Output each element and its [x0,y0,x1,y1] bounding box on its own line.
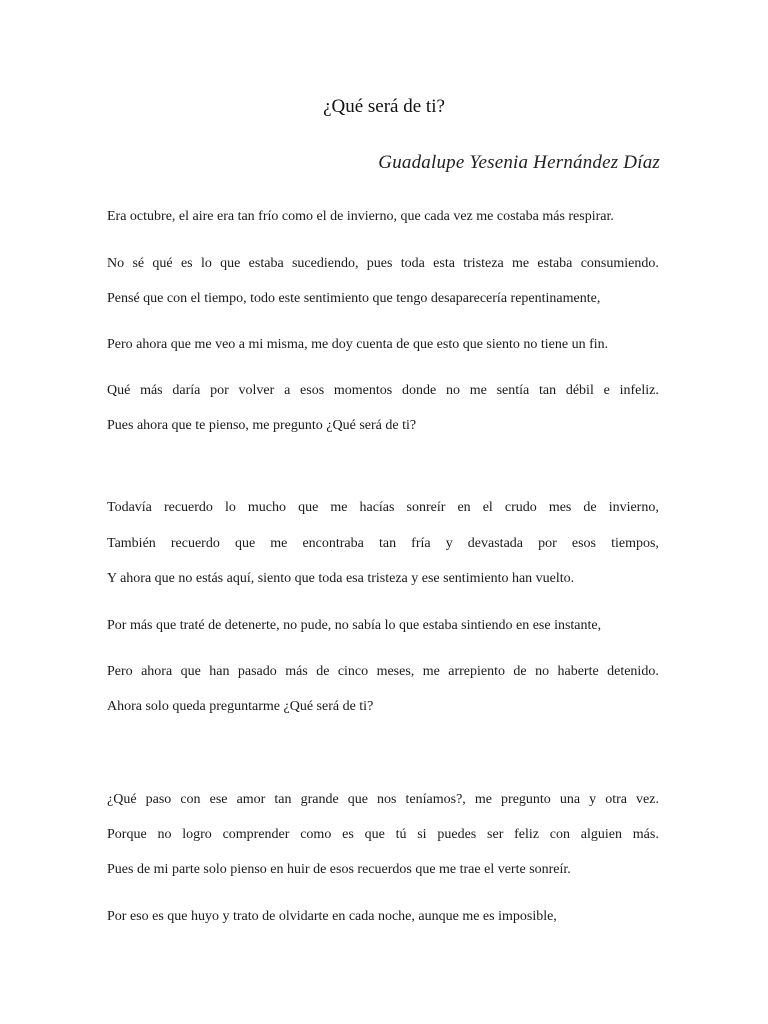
poem-line: Pues ahora que te pienso, me pregunto ¿Qué será de ti? [107,418,417,433]
poem-line: También recuerdo que me encontraba tan fría y devastada por esos tiempos, [107,536,659,551]
poem-line: Porque no logro comprender como es que tú si puedes ser feliz con alguien más. [107,827,659,842]
poem-line: Por eso es que huyo y trato de olvidarte en cada noche, aunque me es imposible, [107,909,557,924]
poem-line: Todavía recuerdo lo mucho que me hacías sonreír en el crudo mes de invierno, [107,500,659,515]
poem-line: Ahora solo queda preguntarme ¿Qué será de ti? [107,699,374,714]
poem-line: Por más que traté de detenerte, no pude, no sabía lo que estaba sintiendo en ese instante, [107,618,602,633]
poem-line: Pues de mi parte solo pienso en huir de esos recuerdos que me trae el verte sonreír. [107,862,571,877]
poem-line: Pero ahora que han pasado más de cinco meses, me arrepiento de no haberte detenido. [107,664,659,679]
poem-author: Guadalupe Yesenia Hernández Díaz [378,152,660,173]
poem-line: Era octubre, el aire era tan frío como el de invierno, que cada vez me costaba más respirar. [107,209,614,224]
poem-line: Y ahora que no estás aquí, siento que toda esa tristeza y ese sentimiento han vuelto. [107,571,575,586]
poem-line: Pensé que con el tiempo, todo este sentimiento que tengo desaparecería repentinamente, [107,291,601,306]
poem-title: ¿Qué será de ti? [323,96,445,117]
poem-line: ¿Qué paso con ese amor tan grande que nos teníamos?, me pregunto una y otra vez. [107,792,659,807]
poem-line: Qué más daría por volver a esos momentos donde no me sentía tan débil e infeliz. [107,383,659,398]
poem-line: No sé qué es lo que estaba sucediendo, pues toda esta tristeza me estaba consumiendo. [107,256,659,271]
poem-line: Pero ahora que me veo a mi misma, me doy cuenta de que esto que siento no tiene un fin. [107,337,609,352]
